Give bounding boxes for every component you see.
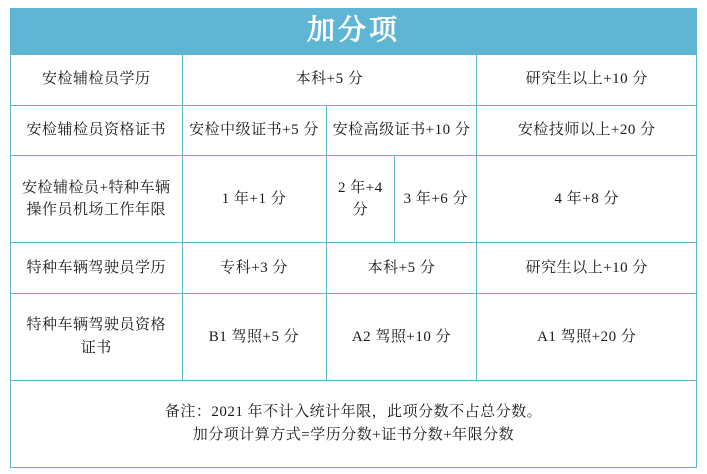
page-title: 加分项 — [10, 8, 697, 54]
row-label-special-vehicle-driver-education: 特种车辆驾驶员学历 — [11, 243, 183, 294]
cell-value: 本科+5 分 — [182, 54, 477, 105]
footer-note — [11, 380, 697, 467]
row-label-line-1: 特种车辆驾驶员资格 — [26, 317, 166, 334]
cell-value: B1 驾照+5 分 — [182, 293, 326, 380]
cell-value: 3 年+6 分 — [395, 156, 477, 243]
table-row — [11, 54, 697, 105]
table-row — [11, 243, 697, 294]
cell-value: 1 年+1 分 — [182, 156, 326, 243]
cell-value: 安检高级证书+10 分 — [326, 105, 477, 156]
cell-value: 安检技师以上+20 分 — [477, 105, 697, 156]
row-label-line-2: 操作员机场工作年限 — [26, 202, 166, 219]
bonus-points-table — [10, 54, 697, 468]
cell-value: 本科+5 分 — [326, 243, 477, 294]
table-row-footer — [11, 380, 697, 467]
footer-note-line-2: 加分项计算方式=学历分数+证书分数+年限分数 — [192, 426, 515, 443]
cell-value: A1 驾照+20 分 — [477, 293, 697, 380]
cell-value: 专科+3 分 — [182, 243, 326, 294]
table-row — [11, 156, 697, 243]
row-label-line-2: 证书 — [80, 339, 112, 356]
footer-note-line-1: 备注：2021 年不计入统计年限，此项分数不占总分数。 — [164, 404, 543, 421]
cell-value: 2 年+4 分 — [326, 156, 395, 243]
row-label-airport-work-years — [11, 156, 183, 243]
table-row — [11, 293, 697, 380]
row-label-security-assistant-education: 安检辅检员学历 — [11, 54, 183, 105]
cell-value: 研究生以上+10 分 — [477, 54, 697, 105]
cell-value: 4 年+8 分 — [477, 156, 697, 243]
cell-value: 安检中级证书+5 分 — [182, 105, 326, 156]
cell-value: 研究生以上+10 分 — [477, 243, 697, 294]
row-label-line-1: 安检辅检员+特种车辆 — [22, 179, 171, 196]
cell-value: A2 驾照+10 分 — [326, 293, 477, 380]
row-label-security-assistant-certificate: 安检辅检员资格证书 — [11, 105, 183, 156]
table-row — [11, 105, 697, 156]
row-label-special-vehicle-driver-certificate — [11, 293, 183, 380]
